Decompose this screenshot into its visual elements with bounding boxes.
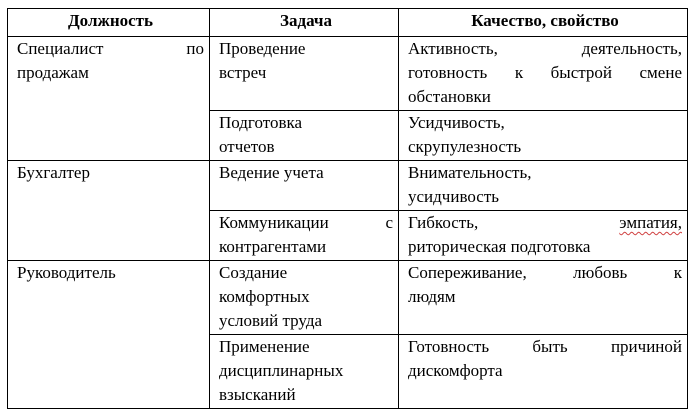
quality-text-line: обстановки bbox=[408, 87, 491, 106]
task-text-line: Создание bbox=[219, 263, 288, 282]
task-text-line: встреч bbox=[219, 63, 267, 82]
position-cell bbox=[8, 37, 210, 161]
task-text-line: Подготовка bbox=[219, 113, 303, 132]
position-text-line: Бухгалтер bbox=[17, 163, 90, 182]
task-text-line: отчетов bbox=[219, 137, 275, 156]
header-task: Задача bbox=[210, 9, 399, 37]
quality-text-line: усидчивость bbox=[408, 187, 500, 206]
task-text-line: Ведение учета bbox=[219, 163, 324, 182]
position-text-line: Специалист по bbox=[17, 39, 204, 58]
quality-text-line: дискомфорта bbox=[408, 361, 503, 380]
task-cell bbox=[210, 111, 399, 161]
quality-cell bbox=[399, 335, 688, 409]
task-text-line: комфортных bbox=[219, 287, 310, 306]
quality-text-line: Активность, деятельность, bbox=[408, 39, 682, 58]
quality-cell bbox=[399, 261, 688, 335]
quality-text-line bbox=[408, 211, 682, 235]
task-text-line: Применение bbox=[219, 337, 310, 356]
task-cell bbox=[210, 261, 399, 335]
table-row bbox=[8, 261, 688, 335]
task-cell bbox=[210, 335, 399, 409]
header-position: Должность bbox=[8, 9, 210, 37]
header-quality: Качество, свойство bbox=[399, 9, 688, 37]
quality-cell bbox=[399, 37, 688, 111]
quality-text-line: людям bbox=[408, 287, 456, 306]
quality-cell bbox=[399, 161, 688, 211]
task-text-line: дисциплинарных bbox=[219, 361, 344, 380]
task-text-line: контрагентами bbox=[219, 237, 327, 256]
quality-text-line: Внимательность, bbox=[408, 163, 532, 182]
task-text-line: условий труда bbox=[219, 311, 323, 330]
table-row bbox=[8, 161, 688, 211]
position-cell bbox=[8, 161, 210, 261]
quality-text-line: риторическая подготовка bbox=[408, 237, 591, 256]
task-text-line: Проведение bbox=[219, 39, 306, 58]
quality-text-line: скрупулезность bbox=[408, 137, 522, 156]
quality-word: Гибкость, bbox=[408, 213, 479, 232]
quality-cell bbox=[399, 211, 688, 261]
spellcheck-marked-word: эмпатия, bbox=[619, 213, 682, 232]
quality-cell bbox=[399, 111, 688, 161]
task-text-line: Коммуникации с bbox=[219, 213, 393, 232]
quality-text-line: Готовность быть причиной bbox=[408, 337, 682, 356]
table-header-row bbox=[8, 9, 688, 37]
table-row bbox=[8, 37, 688, 111]
position-text-line: Руководитель bbox=[17, 263, 116, 282]
quality-text-line: готовность к быстрой смене bbox=[408, 63, 682, 82]
task-text-line: взысканий bbox=[219, 385, 296, 404]
task-cell bbox=[210, 37, 399, 111]
task-cell bbox=[210, 211, 399, 261]
position-text-line: продажам bbox=[17, 63, 89, 82]
quality-text-line: Усидчивость, bbox=[408, 113, 505, 132]
position-cell bbox=[8, 261, 210, 409]
roles-table bbox=[7, 8, 688, 409]
quality-text-line: Сопереживание, любовь к bbox=[408, 263, 682, 282]
task-cell bbox=[210, 161, 399, 211]
